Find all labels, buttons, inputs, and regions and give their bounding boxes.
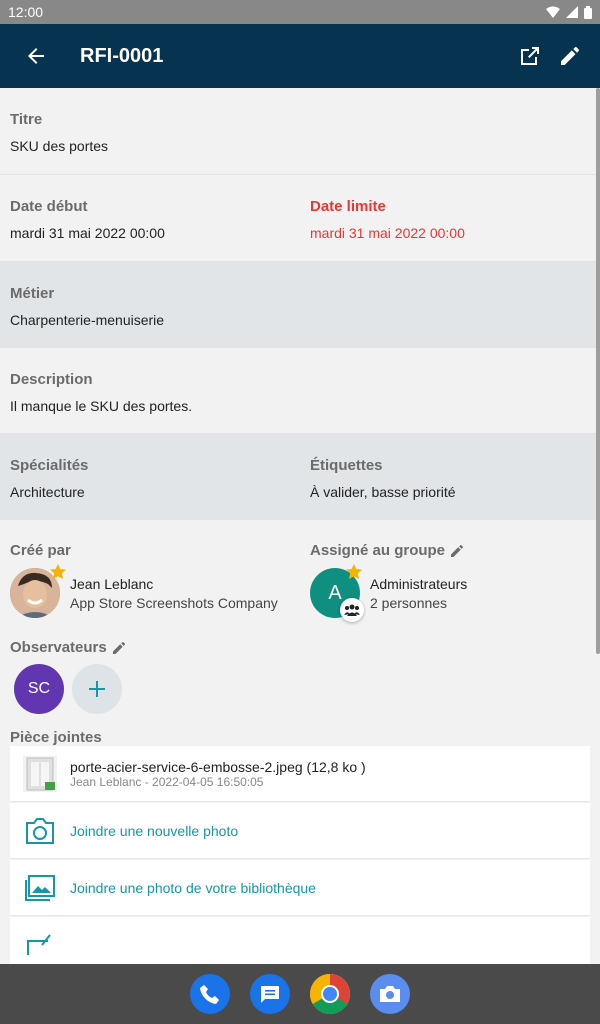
group-name: Administrateurs [370, 575, 468, 592]
image-thumbnail [10, 756, 70, 792]
battery-icon [584, 6, 592, 19]
start-date-value: mardi 31 mai 2022 00:00 [10, 225, 165, 241]
star-icon [50, 564, 66, 580]
open-external-icon [521, 47, 539, 65]
detail-content[interactable] [0, 88, 596, 964]
specialites-section [0, 434, 596, 520]
camera-icon [24, 817, 56, 845]
scrollbar[interactable] [596, 88, 600, 654]
pencil-icon [561, 47, 579, 65]
creator-company: App Store Screenshots Company [70, 594, 278, 611]
dates-section [0, 175, 596, 262]
specialites-value: Architecture [10, 484, 85, 500]
phone-icon [199, 983, 221, 1005]
add-observer-button[interactable] [72, 664, 122, 714]
star-icon [346, 564, 362, 580]
due-date-label: Date limite [310, 198, 386, 215]
observer-avatar[interactable] [14, 664, 64, 714]
creator-name: Jean Leblanc [70, 575, 154, 592]
attachment-file-row[interactable] [10, 746, 590, 802]
due-date-value: mardi 31 mai 2022 00:00 [310, 225, 465, 241]
titre-label: Titre [10, 111, 43, 128]
description-label: Description [10, 371, 93, 388]
image-thumbnail-icon [23, 756, 57, 792]
chrome-icon [310, 974, 350, 1014]
open-external-button[interactable] [514, 40, 546, 72]
observer-initials: SC [27, 680, 51, 697]
assigned-group-label: Assigné au groupe [310, 542, 446, 559]
metier-section [0, 262, 596, 348]
observers-section [0, 632, 596, 722]
pencil-icon [113, 642, 125, 654]
attachments-label: Pièce jointes [10, 729, 102, 746]
phone-app-button[interactable] [190, 974, 230, 1014]
observers-label: Observateurs [10, 639, 107, 656]
messages-app-button[interactable] [250, 974, 290, 1014]
group-count: 2 personnes [370, 594, 448, 611]
created-by-label: Créé par [10, 542, 71, 559]
description-value: Il manque le SKU des portes. [10, 398, 193, 414]
group-avatar-letter: A [328, 581, 342, 604]
camera-app-button[interactable] [370, 974, 410, 1014]
status-time: 12:00 [8, 4, 44, 20]
avatar [10, 568, 60, 618]
library-photo-link[interactable]: Joindre une photo de votre bibliothèque [70, 879, 316, 896]
creator-card[interactable] [10, 568, 278, 618]
titre-section [0, 88, 596, 175]
specialites-label: Spécialités [10, 457, 89, 474]
partial-row-icon-wrap [10, 931, 70, 959]
chrome-app-button[interactable] [310, 974, 350, 1014]
camera-icon-wrap [10, 817, 70, 845]
library-photo-row[interactable] [10, 860, 590, 916]
plus-icon [87, 679, 107, 699]
metier-value: Charpenterie-menuiserie [10, 312, 165, 328]
titre-value: SKU des portes [10, 138, 109, 154]
new-photo-link[interactable]: Joindre une nouvelle photo [70, 822, 239, 839]
edit-button[interactable] [554, 40, 586, 72]
wifi-icon [546, 6, 560, 18]
attachment-meta: Jean Leblanc - 2022-04-05 16:50:05 [70, 774, 264, 789]
etiquettes-value: À valider, basse priorité [310, 484, 456, 500]
back-button[interactable] [0, 24, 72, 88]
status-bar [0, 0, 600, 24]
people-section [0, 520, 596, 632]
attachment-filename: porte-acier-service-6-embosse-2.jpeg (12,8 ko ) [70, 758, 366, 775]
metier-label: Métier [10, 285, 55, 302]
page-title: RFI-0001 [80, 44, 164, 67]
group-avatar [310, 568, 360, 618]
document-icon [24, 931, 56, 959]
pencil-icon [451, 545, 463, 557]
start-date-label: Date début [10, 198, 88, 215]
gallery-icon [24, 874, 56, 902]
new-photo-row[interactable] [10, 803, 590, 859]
assigned-group-card[interactable] [310, 568, 467, 618]
arrow-back-icon [26, 46, 46, 66]
dock-bar [0, 964, 600, 1024]
etiquettes-label: Étiquettes [310, 457, 383, 474]
messages-icon [259, 984, 281, 1004]
partial-row[interactable] [10, 917, 590, 964]
gallery-icon-wrap [10, 874, 70, 902]
signal-icon [566, 6, 578, 18]
attachments-section [0, 722, 596, 964]
app-bar [0, 24, 600, 88]
description-section [0, 348, 596, 434]
group-icon [344, 604, 360, 616]
group-badge [340, 598, 364, 622]
status-icons [546, 6, 592, 19]
camera-app-icon [378, 984, 402, 1004]
observers-header[interactable] [10, 639, 125, 656]
assigned-group-header[interactable] [310, 542, 463, 559]
